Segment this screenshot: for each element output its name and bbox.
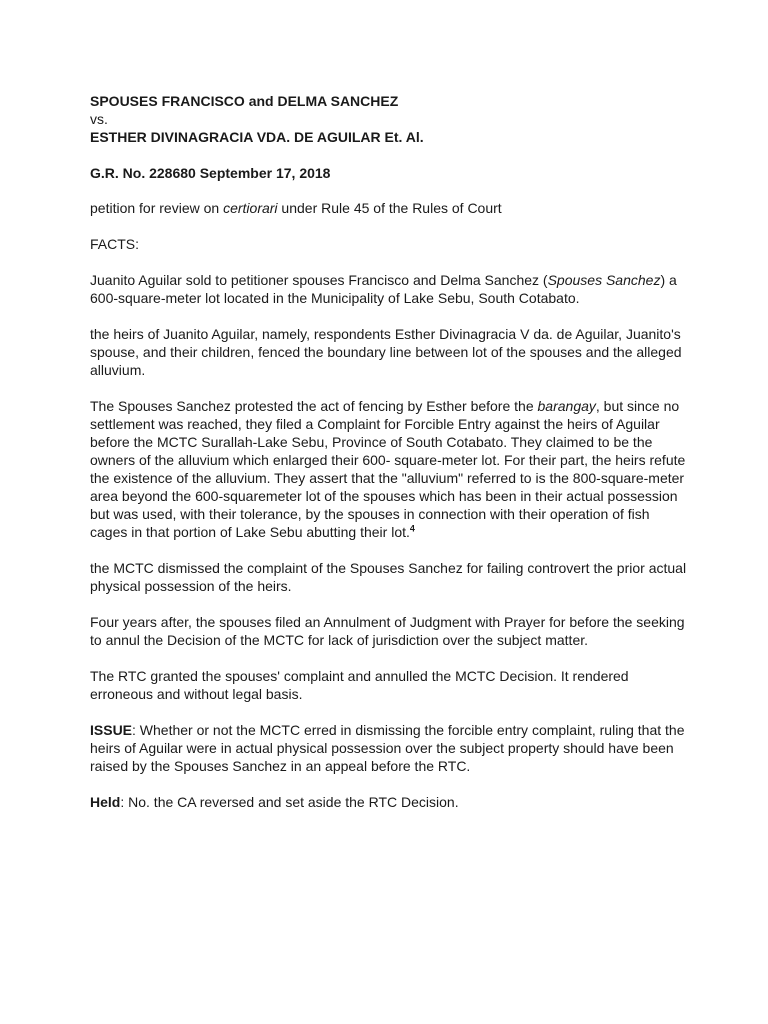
facts-paragraph-1	[90, 271, 690, 307]
facts-paragraph-4: the MCTC dismissed the complaint of the Spouses Sanchez for failing controvert the prior actual physical possession of the heirs.	[90, 560, 687, 594]
facts-paragraph-3	[90, 397, 690, 541]
document-page	[90, 92, 690, 829]
case-versus: vs.	[90, 111, 108, 127]
petition-text-after: under Rule 45 of the Rules of Court	[277, 200, 502, 216]
case-respondents: ESTHER DIVINAGRACIA VDA. DE AGUILAR Et. Al.	[90, 129, 424, 145]
held-paragraph	[90, 793, 690, 811]
facts-paragraph-5: Four years after, the spouses filed an Annulment of Judgment with Prayer for before the seeking to annul the Decision of the MCTC for lack of jurisdiction over the subject matter.	[90, 614, 685, 648]
petition-text-italic: certiorari	[223, 200, 278, 216]
held-label: Held	[90, 794, 121, 810]
facts-p3-italic: barangay	[537, 398, 596, 414]
facts-paragraph-2: the heirs of Juanito Aguilar, namely, respondents Esther Divinagracia V da. de Aguilar, Juanito's spouse, and their children, fenced the boundary line between lot of the spouses and the alleged alluvium.	[90, 326, 682, 378]
facts-p3-before: The Spouses Sanchez protested the act of fencing by Esther before the	[90, 398, 538, 414]
facts-p1-before: Juanito Aguilar sold to petitioner spouses Francisco and Delma Sanchez (	[90, 272, 548, 288]
footnote-marker: 4	[409, 523, 415, 534]
facts-p3-after: , but since no settlement was reached, they filed a Complaint for Forcible Entry against the heirs of Aguilar before the MCTC Surallah-Lake Sebu, Province of South Cotabato. They claimed to be the owners of the alluvium which enlarged their 600- square-meter lot. For their part, the heirs refute the existence of the alluvium. They assert that the "alluvium" referred to is the 800-square-meter area beyond the 600-squaremeter lot of the spouses which has been in their actual possession but was used, with their tolerance, by the spouses in connection with their operation of fish cages in that portion of Lake Sebu abutting their lot.	[90, 398, 686, 540]
held-text: : No. the CA reversed and set aside the RTC Decision.	[120, 794, 459, 810]
facts-p1-after: ) a 600-square-meter lot located in the Municipality of Lake Sebu, South Cotabato.	[90, 272, 677, 306]
issue-text: : Whether or not the MCTC erred in dismissing the forcible entry complaint, ruling that the heirs of Aguilar were in actual physical possession over the subject property should have been raised by the Spouses Sanchez in an appeal before the RTC.	[90, 722, 685, 774]
case-gr-number: G.R. No. 228680 September 17, 2018	[90, 165, 331, 181]
petition-text-before: petition for review on	[90, 200, 224, 216]
facts-paragraph-6: The RTC granted the spouses' complaint and annulled the MCTC Decision. It rendered erroneous and without legal basis.	[90, 668, 629, 702]
facts-heading: FACTS:	[90, 236, 140, 252]
facts-p1-italic: Spouses Sanchez	[547, 272, 661, 288]
issue-label: ISSUE	[90, 722, 133, 738]
case-petitioners: SPOUSES FRANCISCO and DELMA SANCHEZ	[90, 93, 399, 109]
petition-line	[90, 199, 690, 217]
issue-paragraph	[90, 721, 690, 775]
